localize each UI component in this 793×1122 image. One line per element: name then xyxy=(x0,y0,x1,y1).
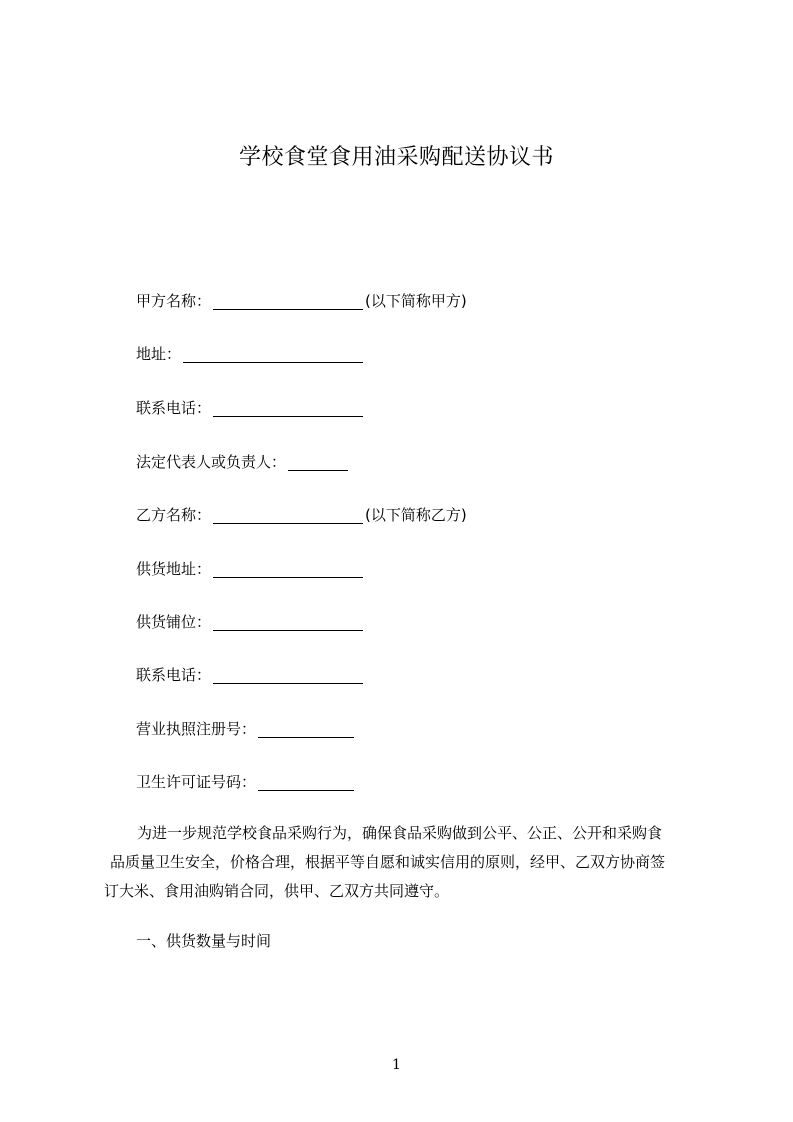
supply-shop-field xyxy=(136,610,365,634)
address-field xyxy=(136,342,365,366)
address-blank[interactable] xyxy=(183,346,363,363)
party-a-name-field xyxy=(136,289,467,313)
legal-rep-blank[interactable] xyxy=(288,454,348,471)
party-b-name-label: 乙方名称： xyxy=(136,506,212,524)
legal-rep-field xyxy=(136,450,350,474)
contact-phone-a-blank[interactable] xyxy=(213,400,363,417)
legal-rep-label: 法定代表人或负责人： xyxy=(136,453,287,471)
hygiene-license-label: 卫生许可证号码： xyxy=(136,773,257,791)
paragraph-line-3: 订大米、食用油购销合同，供甲、乙双方共同遵守。 xyxy=(104,882,450,900)
contact-phone-b-label: 联系电话： xyxy=(136,666,212,684)
page-number: 1 xyxy=(392,1057,401,1073)
supply-address-field xyxy=(136,557,365,581)
supply-shop-blank[interactable] xyxy=(213,614,363,631)
contact-phone-b-field xyxy=(136,663,365,687)
page-title: 学校食堂食用油采购配送协议书 xyxy=(238,145,554,170)
address-label: 地址： xyxy=(136,345,182,363)
hygiene-license-field xyxy=(136,770,356,794)
section-heading: 一、供货数量与时间 xyxy=(136,932,272,950)
paragraph-line-1: 为进一步规范学校食品采购行为，确保食品采购做到公平、公正、公开和采购食 xyxy=(137,824,663,842)
business-license-label: 营业执照注册号： xyxy=(136,720,257,738)
hygiene-license-blank[interactable] xyxy=(258,774,354,791)
supply-shop-label: 供货铺位： xyxy=(136,613,212,631)
party-b-name-blank[interactable] xyxy=(213,507,363,524)
business-license-blank[interactable] xyxy=(258,721,354,738)
paragraph-line-2: 品质量卫生安全，价格合理，根据平等自愿和诚实信用的原则，经甲、乙双方协商签 xyxy=(110,853,666,871)
contact-phone-a-label: 联系电话： xyxy=(136,399,212,417)
party-b-name-field xyxy=(136,503,467,527)
supply-address-blank[interactable] xyxy=(213,561,363,578)
party-b-name-suffix: (以下简称乙方) xyxy=(365,506,467,524)
party-a-name-suffix: (以下简称甲方) xyxy=(365,292,467,310)
contact-phone-a-field xyxy=(136,396,365,420)
contact-phone-b-blank[interactable] xyxy=(213,667,363,684)
party-a-name-label: 甲方名称： xyxy=(136,292,212,310)
party-a-name-blank[interactable] xyxy=(213,293,363,310)
business-license-field xyxy=(136,717,356,741)
supply-address-label: 供货地址： xyxy=(136,560,212,578)
